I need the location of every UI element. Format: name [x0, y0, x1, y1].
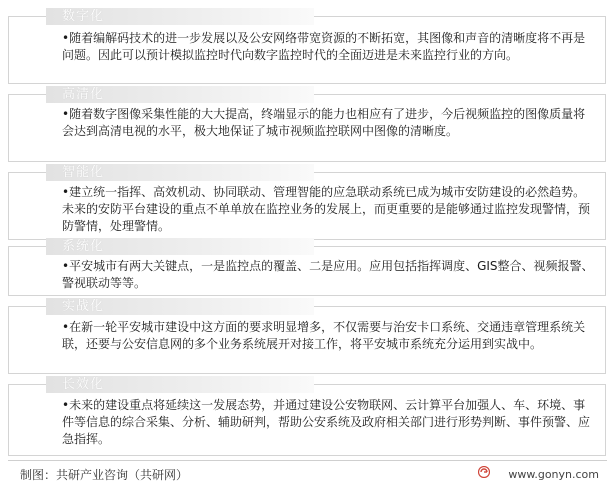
website-url: www.gonyn.com	[508, 468, 599, 481]
footer	[0, 460, 615, 489]
section-text: •未来的建设重点将延续这一发展态势，并通过建设公安物联网、云计算平台加强人、车、环境、事件等信息的综合采集、分析、辅助研判，帮助公安系统及政府相关部门进行形势判断、事件预警、应急指挥。	[62, 398, 591, 446]
source-credit: 制图：共研产业咨询（共研网）	[20, 468, 189, 482]
section-title: 数字化	[46, 8, 314, 25]
section-text: •随着编解码技术的进一步发展以及公安网络带宽资源的不断拓宽，其图像和声音的清晰度将不再是问题。因此可以预计模拟监控时代向数字监控时代的全面迈进是未来监控行业的方向。	[62, 31, 586, 62]
section-text: •建立统一指挥、高效机动、协同联动、管理智能的应急联动系统已成为城市安防建设的必然趋势。未来的安防平台建设的重点不单单放在监控业务的发展上，而更重要的是能够通过监控发现警情，预防警情，处理警情。	[62, 185, 591, 233]
section-title: 实战化	[46, 298, 314, 315]
footer-divider	[8, 460, 607, 461]
section-text: •平安城市有两大关键点，一是监控点的覆盖、二是应用。应用包括指挥调度、GIS整合、视频报警、警视联动等等。	[62, 259, 594, 290]
section-title: 系统化	[46, 238, 314, 255]
section-title: 智能化	[46, 164, 314, 181]
section-text: •在新一轮平安城市建设中这方面的要求明显增多，不仅需要与治安卡口系统、交通违章管理系统关联，还要与公安信息网的多个业务系统展开对接工作，将平安城市系统充分运用到实战中。	[62, 320, 586, 351]
section-text: •随着数字图像采集性能的大大提高，终端显示的能力也相应有了进步，今后视频监控的图像质量将会达到高清电视的水平，极大地保证了城市视频监控联网中图像的清晰度。	[62, 107, 586, 138]
section-title: 高清化	[46, 86, 314, 103]
section-title: 长效化	[46, 376, 314, 393]
brand-logo-icon	[478, 466, 490, 478]
